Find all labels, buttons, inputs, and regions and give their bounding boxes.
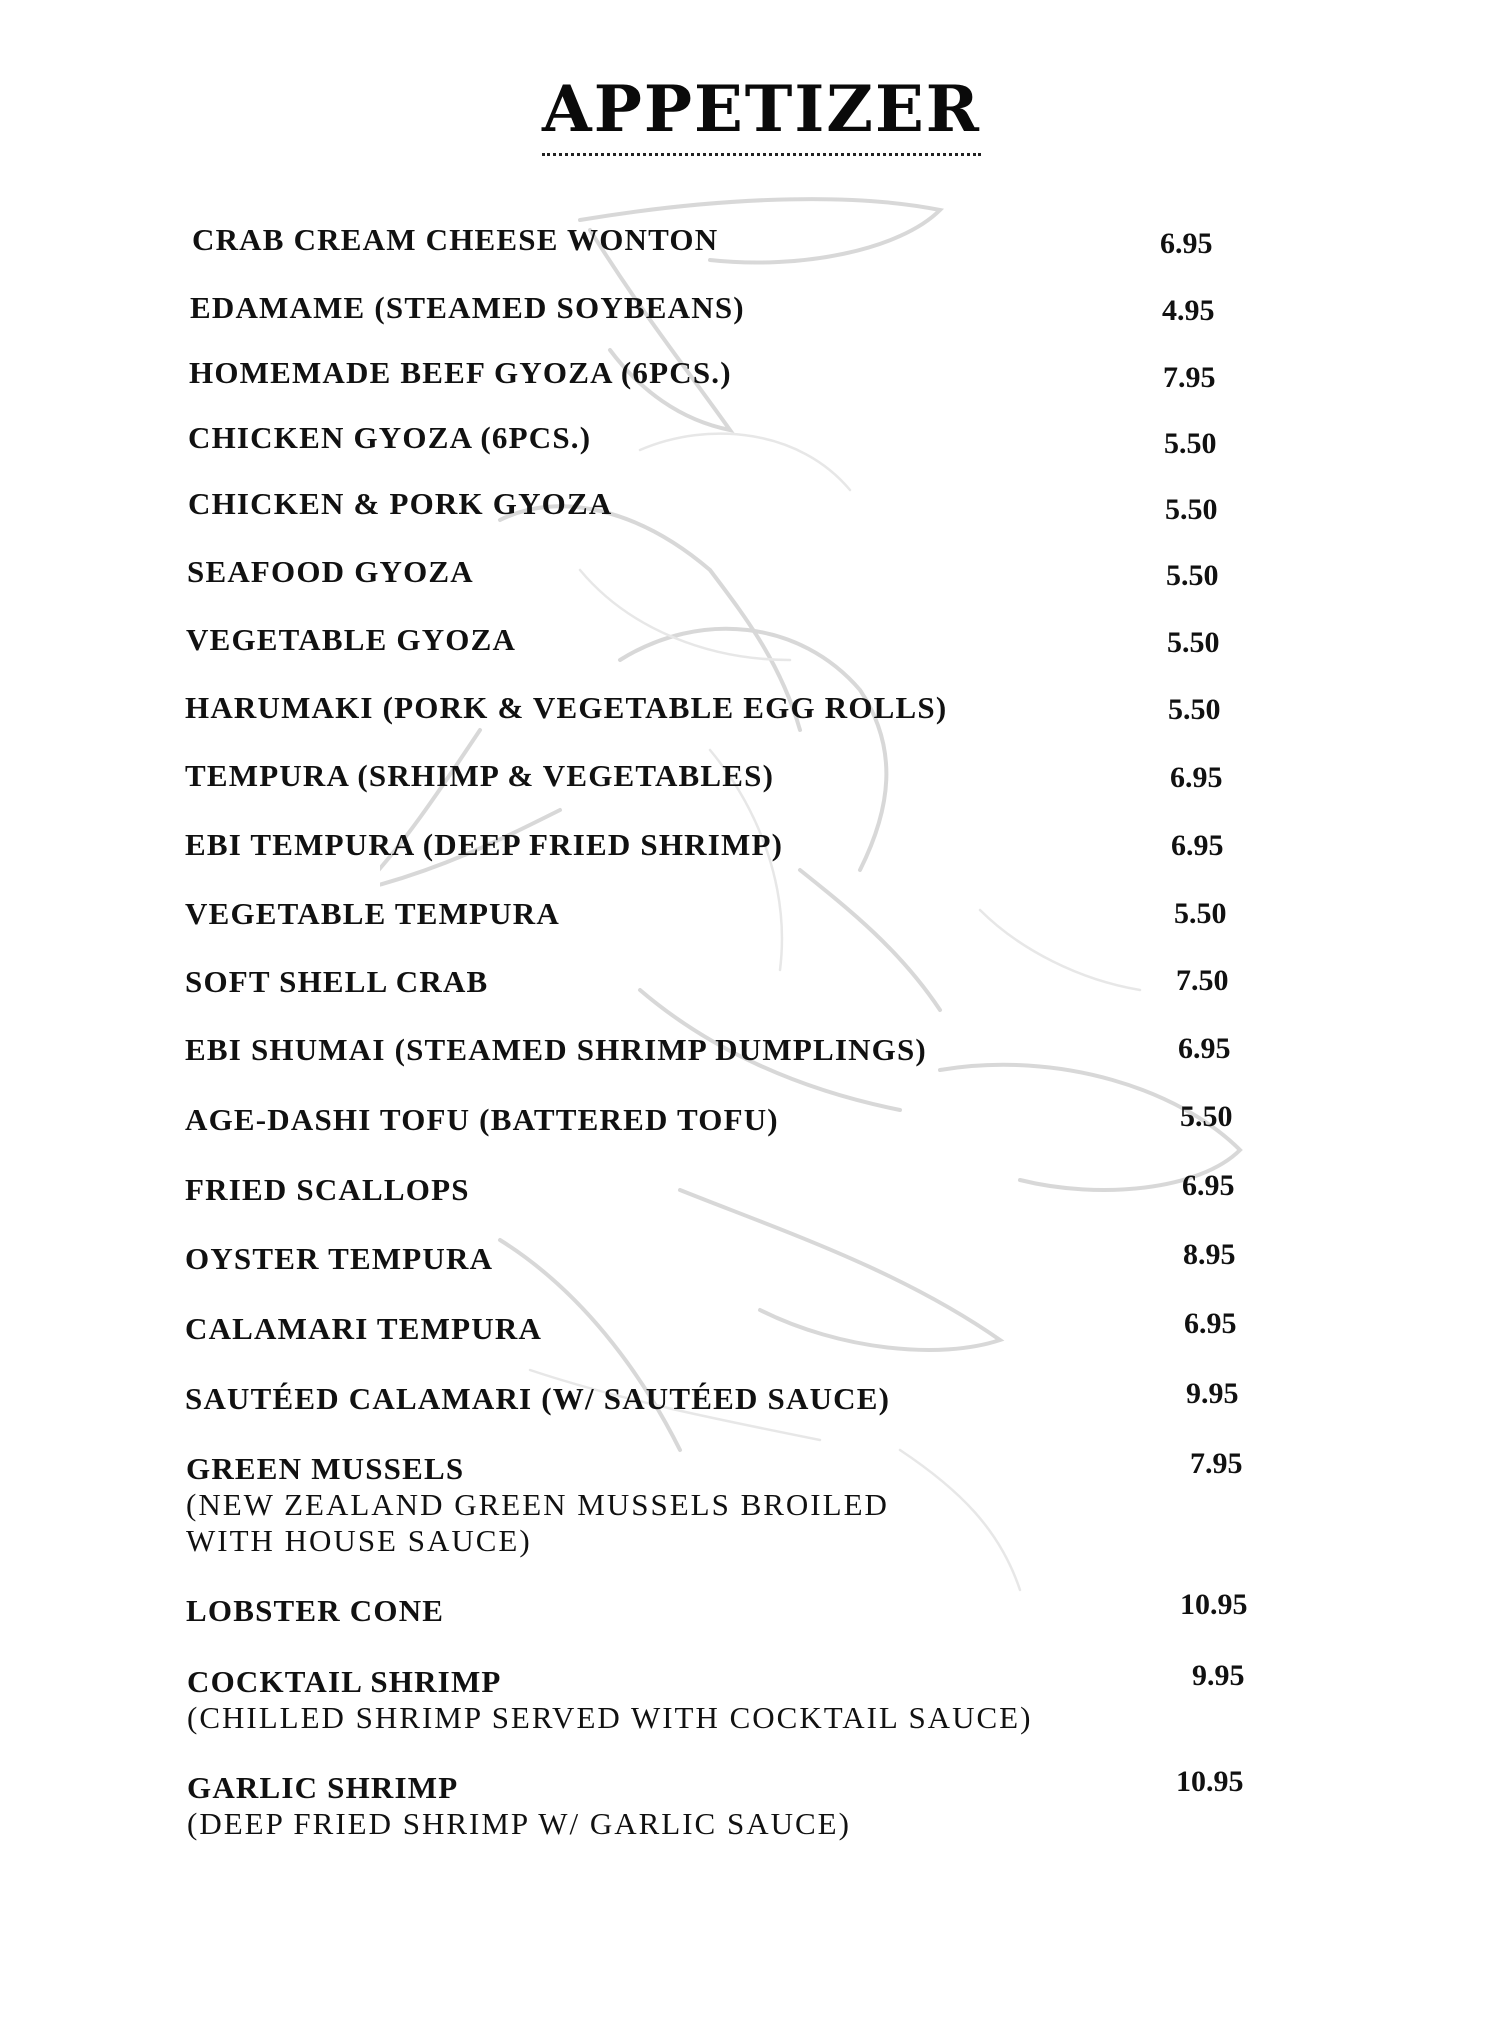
menu-item xyxy=(185,1172,470,1208)
menu-item xyxy=(185,1241,493,1277)
item-price: 4.95 xyxy=(1162,294,1215,327)
menu-item xyxy=(185,827,783,863)
menu-item xyxy=(185,1032,927,1068)
item-name: HOMEMADE BEEF GYOZA (6PCS.) xyxy=(189,355,732,390)
item-name: HARUMAKI (PORK & VEGETABLE EGG ROLLS) xyxy=(185,690,948,725)
menu-item xyxy=(186,1451,889,1559)
menu-item xyxy=(185,896,560,932)
item-description: (DEEP FRIED SHRIMP W/ GARLIC SAUCE) xyxy=(187,1806,851,1841)
item-name: GREEN MUSSELS xyxy=(186,1451,465,1486)
item-price: 6.95 xyxy=(1171,829,1224,862)
item-name: LOBSTER CONE xyxy=(186,1593,445,1628)
menu-item xyxy=(185,690,947,726)
item-name: EBI TEMPURA (DEEP FRIED SHRIMP) xyxy=(185,827,784,862)
menu-item xyxy=(187,1664,1032,1736)
item-name: SAUTÉED CALAMARI (W/ SAUTÉED SAUCE) xyxy=(185,1381,891,1416)
item-name: GARLIC SHRIMP xyxy=(187,1770,459,1805)
menu-item xyxy=(185,964,488,1000)
item-price: 5.50 xyxy=(1167,626,1220,659)
item-name: VEGETABLE TEMPURA xyxy=(185,896,560,931)
item-price: 6.95 xyxy=(1170,761,1223,794)
item-price: 6.95 xyxy=(1160,227,1213,260)
menu-item xyxy=(192,222,718,258)
item-price: 5.50 xyxy=(1164,427,1217,460)
item-price: 6.95 xyxy=(1182,1169,1235,1202)
menu-item xyxy=(185,1381,890,1417)
menu-item xyxy=(189,355,732,391)
item-price: 6.95 xyxy=(1178,1032,1231,1065)
item-name: SEAFOOD GYOZA xyxy=(187,554,474,589)
item-name: TEMPURA (SRHIMP & VEGETABLES) xyxy=(185,758,775,793)
item-price: 5.50 xyxy=(1180,1100,1233,1133)
item-name: AGE-DASHI TOFU (BATTERED TOFU) xyxy=(185,1102,779,1137)
menu-item xyxy=(188,486,612,522)
item-price: 5.50 xyxy=(1165,493,1218,526)
item-price: 5.50 xyxy=(1168,693,1221,726)
item-name: OYSTER TEMPURA xyxy=(185,1241,494,1276)
menu-item xyxy=(190,290,745,326)
item-price: 9.95 xyxy=(1186,1377,1239,1410)
item-price: 10.95 xyxy=(1180,1588,1248,1621)
item-description: (NEW ZEALAND GREEN MUSSELS BROILED WITH HOUSE SAUCE) xyxy=(186,1487,889,1558)
item-name: EBI SHUMAI (STEAMED SHRIMP DUMPLINGS) xyxy=(185,1032,927,1067)
item-name: FRIED SCALLOPS xyxy=(185,1172,470,1207)
menu-title xyxy=(0,72,1507,156)
item-price: 7.95 xyxy=(1190,1447,1243,1480)
item-price: 5.50 xyxy=(1174,897,1227,930)
item-name: EDAMAME (STEAMED SOYBEANS) xyxy=(190,290,745,325)
item-name: VEGETABLE GYOZA xyxy=(186,622,517,657)
menu-item xyxy=(185,758,774,794)
item-name: COCKTAIL SHRIMP xyxy=(187,1664,502,1699)
item-price: 9.95 xyxy=(1192,1659,1245,1692)
item-price: 7.95 xyxy=(1163,361,1216,394)
item-price: 10.95 xyxy=(1176,1765,1244,1798)
item-price: 5.50 xyxy=(1166,559,1219,592)
item-name: CHICKEN GYOZA (6PCS.) xyxy=(188,420,592,455)
menu-item xyxy=(185,1102,779,1138)
menu-item xyxy=(188,420,591,456)
item-price: 8.95 xyxy=(1183,1238,1236,1271)
item-price: 7.50 xyxy=(1176,964,1229,997)
item-name: SOFT SHELL CRAB xyxy=(185,964,489,999)
menu-item xyxy=(186,1593,444,1629)
menu-item xyxy=(187,554,474,590)
menu-title-text: APPETIZER xyxy=(542,72,981,156)
menu-item xyxy=(187,1770,851,1842)
item-description: (CHILLED SHRIMP SERVED WITH COCKTAIL SAUCE) xyxy=(187,1700,1033,1735)
menu-item xyxy=(185,1311,542,1347)
menu-item xyxy=(186,622,516,658)
item-price: 6.95 xyxy=(1184,1307,1237,1340)
item-name: CRAB CREAM CHEESE WONTON xyxy=(192,222,719,257)
item-name: CHICKEN & PORK GYOZA xyxy=(188,486,613,521)
item-name: CALAMARI TEMPURA xyxy=(185,1311,543,1346)
